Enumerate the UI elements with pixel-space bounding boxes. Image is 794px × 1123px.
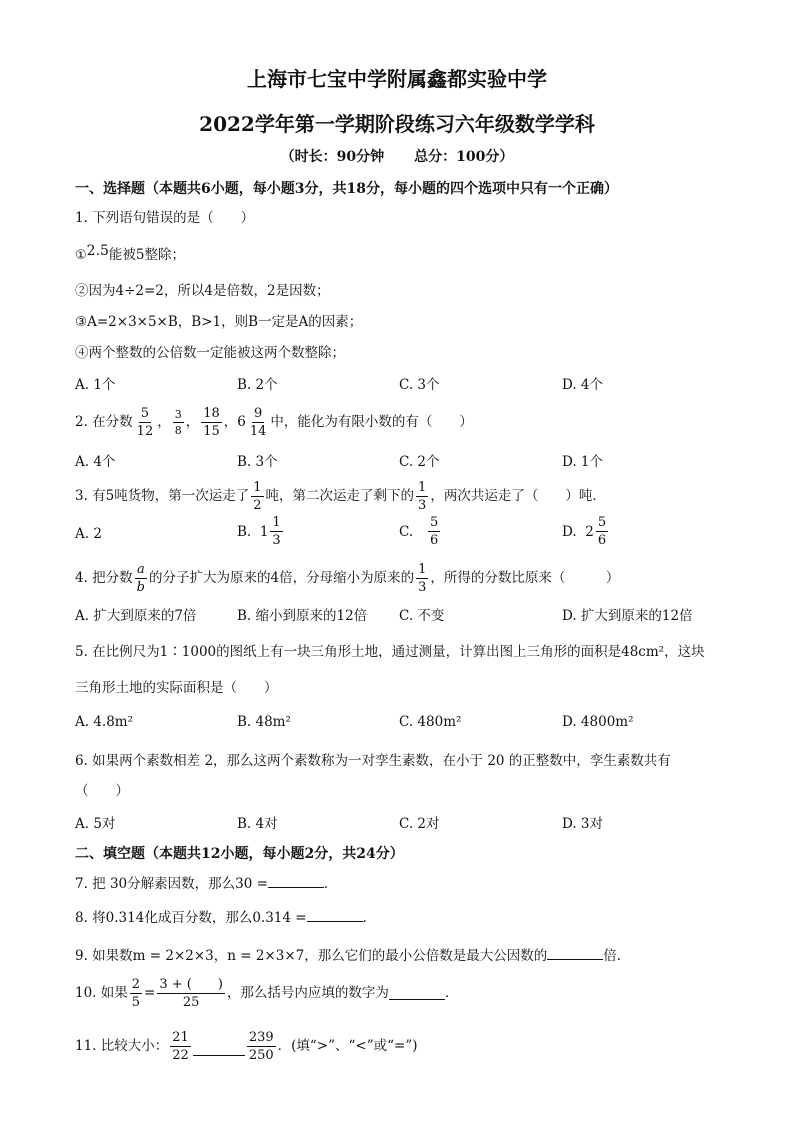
q4-f1-denominator: b xyxy=(136,579,145,595)
q3-b-numerator: 1 xyxy=(272,515,281,530)
q3-option-d[interactable] xyxy=(562,516,610,547)
q3-option-b-fraction xyxy=(270,516,282,547)
q2-f4-denominator: 14 xyxy=(249,423,267,439)
section-2-title: 二、填空题（本题共12小题，每小题2分，共24分） xyxy=(75,846,404,862)
q2-f1-denominator: 12 xyxy=(136,423,154,439)
q4-option-a[interactable]: A. 扩大到原来的7倍 xyxy=(75,608,197,624)
q3-part-2: 吨，第二次运走了剩下的 xyxy=(265,488,415,504)
q6-option-b[interactable]: B. 4对 xyxy=(237,816,278,832)
q3-fraction-2 xyxy=(416,481,428,512)
q11-f2-numerator: 239 xyxy=(248,1029,274,1045)
q3-b-denominator: 3 xyxy=(272,533,281,548)
q7-answer-blank[interactable] xyxy=(268,875,324,888)
q5-line-1: 5. 在比例尺为1∶1000的图纸上有一块三角形土地，通过测量，计算出图上三角形的面积是48cm²，这块 xyxy=(75,644,705,660)
q2-fraction-1 xyxy=(135,407,156,438)
q1-stem: 1. 下列语句错误的是（ ） xyxy=(75,210,255,226)
q3-option-d-whole: 2 xyxy=(585,523,594,540)
q8-answer-blank[interactable] xyxy=(307,909,363,922)
q1-statement-3: ③A=2×3×5×B，B>1，则B一定是A的因素； xyxy=(75,314,363,330)
q3-option-a[interactable]: A. 2 xyxy=(75,526,102,542)
q2-f3-denominator: 15 xyxy=(203,423,220,439)
q10-answer-blank[interactable] xyxy=(389,987,445,1000)
q10-prefix: 10. 如果 xyxy=(75,985,128,1001)
q1-s1-number: 2.5 xyxy=(86,243,109,259)
q6-line-1: 6. 如果两个素数相差 2，那么这两个素数称为一对孪生素数，在小于 20 的正整数中，孪生素数共有 xyxy=(75,753,671,769)
q3-part-3: ，两次共运走了（ ）吨． xyxy=(430,488,606,504)
q3-option-b[interactable] xyxy=(237,516,285,547)
q2-comma-1: ， xyxy=(157,414,171,430)
q2-f2-numerator: 3 xyxy=(174,407,182,421)
q2-f4-whole: 6 xyxy=(237,414,246,430)
q4-fraction-2 xyxy=(416,563,428,594)
q4-part-3: ，所得的分数比原来（ ） xyxy=(430,570,620,586)
section-1-title: 一、选择题（本题共6小题，每小题3分，共18分，每小题的四个选项中只有一个正确） xyxy=(75,181,618,197)
q2-option-d[interactable]: D. 1个 xyxy=(562,454,604,470)
q11-f1-denominator: 22 xyxy=(172,1047,189,1063)
q3-f2-numerator: 1 xyxy=(418,479,427,495)
exam-title: 2022学年第一学期阶段练习六年级数学学科 xyxy=(199,112,595,136)
q2-f3-numerator: 18 xyxy=(203,405,220,421)
q2-comma-3: ， xyxy=(223,414,238,430)
q9-text: 9. 如果数m = 2×2×3，n = 2×3×7，那么它们的最小公倍数是最大公因数的 xyxy=(75,948,548,964)
q5-option-c[interactable]: C. 480m² xyxy=(399,714,462,730)
q1-option-c[interactable]: C. 3个 xyxy=(399,377,440,393)
q4-part-2: 的分子扩大为原来的4倍，分母缩小为原来的 xyxy=(149,570,415,586)
q1-option-b[interactable]: B. 2个 xyxy=(237,377,278,393)
q4-option-c[interactable]: C. 不变 xyxy=(399,608,445,624)
q9-end: 倍． xyxy=(603,948,631,964)
q4-f2-numerator: 1 xyxy=(418,561,427,577)
q8-end: ． xyxy=(362,910,377,926)
q3-c-denominator: 6 xyxy=(430,533,439,548)
q5-option-a[interactable]: A. 4.8m² xyxy=(75,714,134,730)
q4-options xyxy=(75,604,735,628)
q3-option-d-label: D. xyxy=(562,523,577,540)
q3-d-denominator: 6 xyxy=(597,533,607,548)
q5-line-2: 三角形土地的实际面积是（ ） xyxy=(75,680,278,696)
q4-f2-denominator: 3 xyxy=(418,579,427,595)
q8 xyxy=(75,908,376,928)
q3-options xyxy=(75,516,735,558)
q2-comma-2: ， xyxy=(185,414,200,430)
q4-stem xyxy=(75,558,619,598)
q7-text: 7. 把 30分解素因数，那么30 = xyxy=(75,876,268,892)
q2-fraction-4 xyxy=(248,407,269,438)
q10-fraction-1 xyxy=(130,978,142,1009)
q4-part-1: 4. 把分数 xyxy=(75,570,133,586)
school-name: 上海市七宝中学附属鑫都实验中学 xyxy=(247,67,547,91)
q2-options xyxy=(75,450,735,474)
q4-f1-numerator: a xyxy=(136,561,145,577)
q6-option-d[interactable]: D. 3对 xyxy=(562,816,604,832)
q3-part-1: 3. 有5吨货物，第一次运走了 xyxy=(75,488,250,504)
q6-options xyxy=(75,812,735,836)
q2-f1-numerator: 5 xyxy=(140,405,150,421)
q1-statement-2: ②因为4÷2=2，所以4是倍数，2是因数； xyxy=(75,283,330,299)
duration-info: （时长：90分钟 xyxy=(280,149,385,165)
q5-option-b[interactable]: B. 48m² xyxy=(237,714,291,730)
q1-s1-mark: ① xyxy=(75,248,87,263)
q2-stem xyxy=(75,402,473,442)
q10-f2-numerator: 3 + ( ) xyxy=(159,976,223,992)
q2-fraction-3 xyxy=(201,407,222,438)
q10-suffix: ，那么括号内应填的数字为 xyxy=(226,985,389,1001)
q11-fraction-2 xyxy=(247,1031,276,1062)
q10-f2-denominator: 25 xyxy=(182,994,200,1010)
q2-option-b[interactable]: B. 3个 xyxy=(237,454,278,470)
q3-option-b-whole: 1 xyxy=(259,523,269,540)
q1-s1-text: 能被5整除； xyxy=(108,247,186,263)
q9 xyxy=(75,946,630,966)
q3-f2-denominator: 3 xyxy=(418,497,427,513)
q1-option-d[interactable]: D. 4个 xyxy=(562,377,604,393)
q3-f1-denominator: 2 xyxy=(253,497,262,513)
q6-option-c[interactable]: C. 2对 xyxy=(399,816,440,832)
q11-f2-denominator: 250 xyxy=(248,1047,274,1063)
q4-option-d[interactable]: D. 扩大到原来的12倍 xyxy=(562,608,693,624)
q9-answer-blank[interactable] xyxy=(547,947,603,960)
total-score-info: 总分：100分） xyxy=(414,149,514,165)
q2-fraction-2 xyxy=(173,409,184,436)
q3-option-c[interactable] xyxy=(399,516,442,547)
q10-equals: = xyxy=(144,985,156,1001)
q11-f1-numerator: 21 xyxy=(172,1029,189,1045)
q2-suffix: 中，能化为有限小数的有（ ） xyxy=(270,414,473,430)
q11-prefix: 11. 比较大小： xyxy=(75,1038,169,1054)
q10 xyxy=(75,972,458,1014)
q11-fraction-1 xyxy=(170,1031,191,1062)
q2-f2-denominator: 8 xyxy=(174,423,182,437)
q8-text: 8. 将0.314化成百分数，那么0.314 = xyxy=(75,910,307,926)
q6-option-a[interactable]: A. 5对 xyxy=(75,816,116,832)
q10-end: ． xyxy=(444,985,459,1001)
q3-fraction-1 xyxy=(251,481,263,512)
q3-f1-numerator: 1 xyxy=(253,479,262,495)
q5-options xyxy=(75,714,735,738)
q2-option-c[interactable]: C. 2个 xyxy=(399,454,440,470)
q3-d-numerator: 5 xyxy=(597,515,607,530)
q3-option-b-label: B. xyxy=(237,523,252,540)
q3-option-d-fraction xyxy=(596,516,608,547)
q1-statement-1 xyxy=(75,245,185,266)
q1-options xyxy=(75,373,735,397)
q1-option-a[interactable]: A. 1个 xyxy=(75,377,116,393)
q10-fraction-2 xyxy=(157,978,225,1009)
q2-option-a[interactable]: A. 4个 xyxy=(75,454,116,470)
q11 xyxy=(75,1024,418,1068)
q6-line-2: （ ） xyxy=(75,783,129,799)
q2-prefix: 2. 在分数 xyxy=(75,414,133,430)
q2-f4-numerator: 9 xyxy=(253,405,263,421)
exam-info xyxy=(0,146,794,166)
q11-answer-blank[interactable] xyxy=(193,1043,245,1056)
q5-option-d[interactable]: D. 4800m² xyxy=(562,714,634,730)
q7-end: ． xyxy=(323,876,338,892)
q7 xyxy=(75,874,337,894)
q3-option-c-fraction xyxy=(428,516,440,547)
q1-statement-4: ④两个整数的公倍数一定能被这两个数整除； xyxy=(75,345,345,361)
q3-option-c-label: C. xyxy=(399,523,414,540)
q11-suffix: ．(填“>”、“<”或“=”) xyxy=(277,1038,418,1054)
q3-stem xyxy=(75,476,606,516)
q4-fraction-1 xyxy=(135,563,147,594)
q10-f1-numerator: 2 xyxy=(131,976,141,992)
q10-f1-denominator: 5 xyxy=(131,994,141,1010)
q4-option-b[interactable]: B. 缩小到原来的12倍 xyxy=(237,608,368,624)
q3-c-numerator: 5 xyxy=(430,515,439,530)
